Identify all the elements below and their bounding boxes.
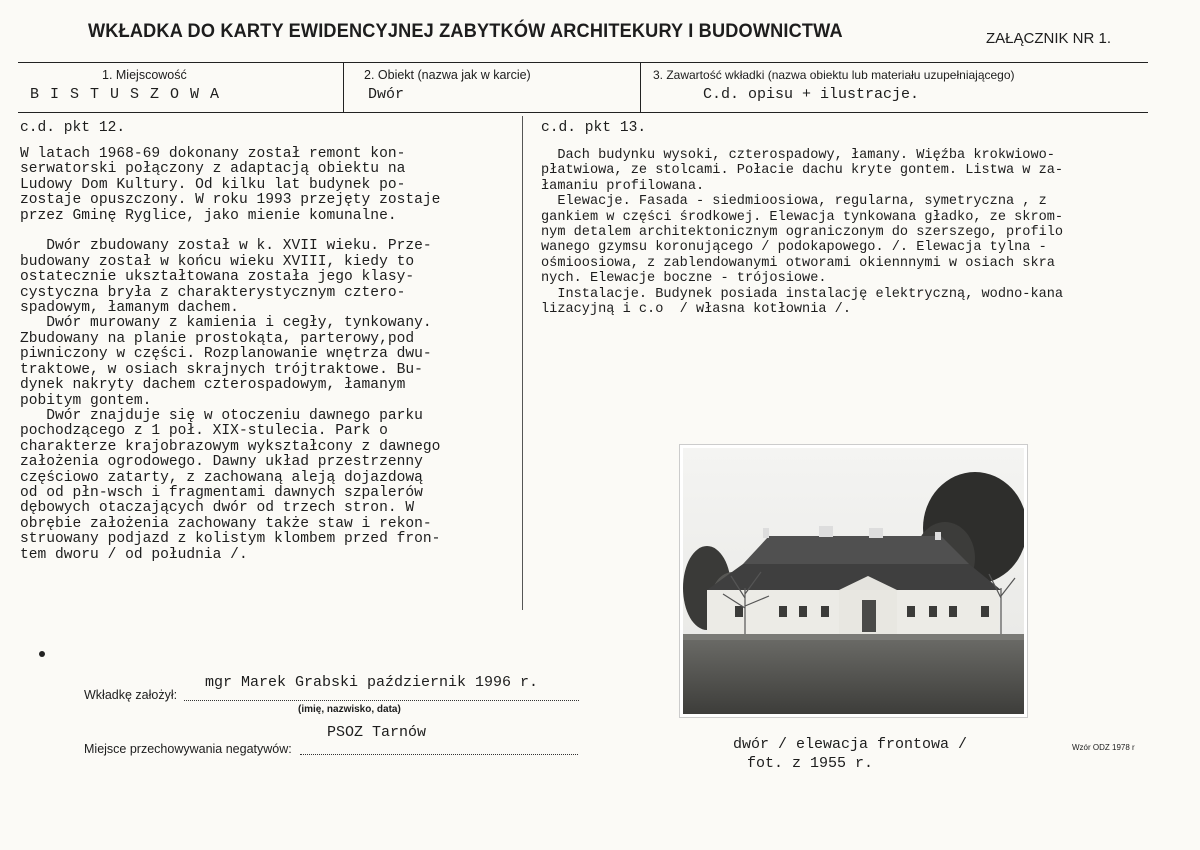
left-text-line: pochodzącego z 1 poł. XIX-stulecia. Park o	[20, 423, 388, 440]
author-dotted-line	[184, 700, 579, 701]
author-value: mgr Marek Grabski październik 1996 r.	[205, 674, 539, 691]
left-text-line: założenia ogrodowego. Dawny układ przestrzenny	[20, 454, 423, 471]
header-divider-1	[343, 62, 344, 113]
right-text-line: ośmioosiowa, z zablendowanymi otworami okiennnymi w osiach skra	[541, 255, 1055, 271]
photo-caption	[733, 735, 967, 773]
right-text-line: Elewacje. Fasada - siedmioosiowa, regularna, symetryczna , z	[541, 194, 1047, 210]
header-bottom-rule	[18, 112, 1148, 113]
left-column-text	[20, 147, 518, 563]
right-text-line: lizacyjną i c.o / własna kotłownia /.	[541, 302, 851, 318]
right-text-line: nych. Elewacje boczne - trójosiowe.	[541, 271, 827, 287]
form-code: Wzór ODZ 1978 r	[1072, 743, 1135, 752]
locality-label: 1. Miejscowość	[102, 68, 187, 82]
content-value: C.d. opisu + ilustracje.	[703, 86, 920, 103]
left-text-line: obrębie założenia zachowany także staw i rekon-	[20, 515, 432, 532]
author-hint: (imię, nazwisko, data)	[298, 704, 401, 715]
left-text-line: tem dworu / od południa /.	[20, 546, 248, 563]
left-text-line: przez Gminę Ryglice, jako mienie komunalne.	[20, 207, 397, 224]
right-column-lines	[541, 148, 1196, 317]
left-text-line: piwniczony w części. Rozplanowanie wnętrza dwu-	[20, 346, 432, 363]
content-label: 3. Zawartość wkładki (nazwa obiektu lub materiału uzupełniającego)	[653, 68, 1015, 82]
header-divider-2	[640, 62, 641, 113]
left-text-line: Dwór znajduje się w otoczeniu dawnego parku	[20, 407, 423, 424]
punch-mark	[39, 651, 45, 657]
left-text-line: Zbudowany na planie prostokąta, parterowy,pod	[20, 330, 415, 347]
header-top-rule	[18, 62, 1148, 63]
right-column-text	[541, 148, 1196, 317]
photo-caption-line-1: dwór / elewacja frontowa /	[733, 736, 968, 753]
left-text-line: pobitym gontem.	[20, 392, 152, 409]
left-text-line: zostaje opuszczony. W roku 1993 przejęty zostaje	[20, 192, 441, 209]
left-text-line: budowany został w końcu wieku XVIII, kiedy to	[20, 253, 415, 270]
photo-caption-line-2: fot. z 1955 r.	[747, 755, 874, 772]
right-text-line: płatwiowa, ze stolcami. Połacie dachu kryte gontem. Listwa w za-	[541, 163, 1064, 179]
left-text-line: spadowym, łamanym dachem.	[20, 300, 239, 317]
left-text-line: cystyczna bryła z charakterystycznym cztero-	[20, 284, 406, 301]
left-text-line: Ludowy Dom Kultury. Od kilku lat budynek po-	[20, 176, 406, 193]
left-text-line: serwatorski połączony z adaptacją obiektu na	[20, 161, 406, 178]
left-text-line: struowany podjazd z kolistym klombem przed fron-	[20, 531, 441, 548]
left-text-line: częściowo zatarty, z zachowaną aleją dojazdową	[20, 469, 423, 486]
right-text-line: nym detalem architektonicznym ograniczonym do szerszego, profilo	[541, 225, 1064, 241]
storage-value: PSOZ Tarnów	[327, 724, 427, 741]
document-title: WKŁADKA DO KARTY EWIDENCYJNEJ ZABYTKÓW ARCHITEKURY I BUDOWNICTWA	[88, 20, 843, 42]
author-label: Wkładkę założył:	[84, 688, 178, 702]
right-text-line: Instalacje. Budynek posiada instalację elektryczną, wodno-kana	[541, 286, 1064, 302]
left-text-line: dębowych otaczających dwór od trzech stron. W	[20, 500, 415, 517]
left-text-line	[20, 224, 518, 239]
left-text-line: od od płn-wsch i fragmentami dawnych szpalerów	[20, 484, 423, 501]
manor-photo	[679, 444, 1028, 718]
right-text-line: wanego gzymsu koronującego / podokapowego. /. Elewacja tylna -	[541, 240, 1047, 256]
left-column-heading: c.d. pkt 12.	[20, 120, 126, 136]
storage-dotted-line	[300, 754, 578, 755]
annex-number: ZAŁĄCZNIK NR 1.	[986, 30, 1112, 47]
left-column-lines	[20, 147, 518, 563]
locality-value: B I S T U S Z O W A	[30, 86, 221, 103]
right-text-line: gankiem w części środkowej. Elewacja tynkowana gładko, ze skrom-	[541, 209, 1064, 225]
object-value: Dwór	[368, 86, 405, 103]
left-text-line: Dwór zbudowany został w k. XVII wieku. Prze-	[20, 238, 432, 255]
right-text-line: Dach budynku wysoki, czterospadowy, łamany. Więźba krokwiowo-	[541, 148, 1055, 163]
column-separator	[522, 116, 523, 610]
right-text-line: łamaniu profilowana.	[541, 178, 705, 194]
storage-label: Miejsce przechowywania negatywów:	[84, 742, 292, 756]
left-text-line: dynek nakryty dachem czterospadowym, łamanym	[20, 377, 406, 394]
left-text-line: charakterze krajobrazowym wykształcony z dawnego	[20, 438, 441, 455]
left-text-line: Dwór murowany z kamienia i cegły, tynkowany.	[20, 315, 432, 332]
manor-house-image	[683, 448, 1024, 714]
left-text-line: traktowe, w osiach skrajnych trójtraktowe. Bu-	[20, 361, 423, 378]
object-label: 2. Obiekt (nazwa jak w karcie)	[364, 68, 531, 82]
left-text-line: ostatecznie ukształtowana została jego klasy-	[20, 269, 415, 286]
left-text-line: W latach 1968-69 dokonany został remont kon-	[20, 146, 406, 162]
right-column-heading: c.d. pkt 13.	[541, 120, 647, 136]
